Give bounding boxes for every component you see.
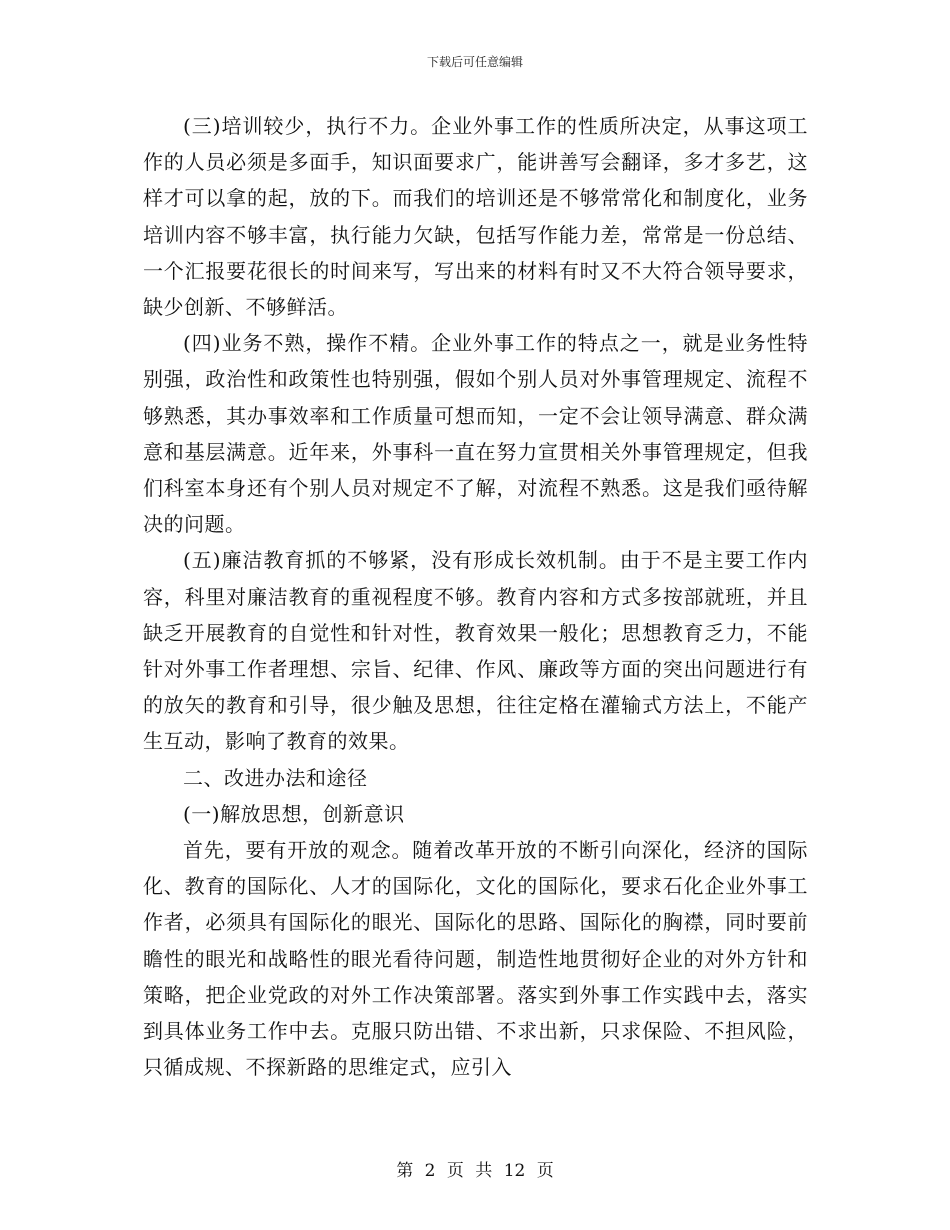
page-footer: 第 2 页 共 12 页: [396, 1161, 554, 1181]
document-body: [143, 108, 808, 1085]
paragraph-integrity-education: (五)廉洁教育抓的不够紧，没有形成长效机制。由于不是主要工作内容，科里对廉洁教育的重视程度不够。教育内容和方式多按部就班，并且缺乏开展教育的自觉性和针对性，教育效果一般化；思想教育乏力，不能针对外事工作者理想、宗旨、纪律、作风、廉政等方面的突出问题进行有的放矢的教育和引导，很少触及思想，往往定格在灌输式方法上，不能产生互动，影响了教育的效果。: [143, 548, 808, 754]
page-header: 下载后可任意编辑: [426, 55, 523, 69]
section-heading-improvement: 二、改进办法和途径: [183, 765, 368, 790]
paragraph-open-mindset: 首先，要有开放的观念。随着改革开放的不断引向深化，经济的国际化、教育的国际化、人才的国际化，文化的国际化，要求石化企业外事工作者，必须具有国际化的眼光、国际化的思路、国际化的胸襟，同时要前瞻性的眼光和战略性的眼光看待问题，制造性地贯彻好企业的对外方针和策略，把企业党政的对外工作决策部署。落实到外事工作实践中去，落实到具体业务工作中去。克服只防出错、不求出新，只求保险、不担风险，只循成规、不探新路的思维定式，应引入: [143, 838, 808, 1080]
paragraph-business: (四)业务不熟，操作不精。企业外事工作的特点之一，就是业务性特别强，政治性和政策性也特别强，假如个别人员对外事管理规定、流程不够熟悉，其办事效率和工作质量可想而知，一定不会让领导满意、群众满意和基层满意。近年来，外事科一直在努力宣贯相关外事管理规定，但我们科室本身还有个别人员对规定不了解，对流程不熟悉。这是我们亟待解决的问题。: [143, 331, 808, 537]
paragraph-training: (三)培训较少，执行不力。企业外事工作的性质所决定，从事这项工作的人员必须是多面手，知识面要求广，能讲善写会翻译，多才多艺，这样才可以拿的起，放的下。而我们的培训还是不够常常化和制度化，业务培训内容不够丰富，执行能力欠缺，包括写作能力差，常常是一份总结、一个汇报要花很长的时间来写，写出来的材料有时又不大符合领导要求，缺少创新、不够鲜活。: [143, 114, 808, 320]
subsection-heading-liberate-thinking: (一)解放思想，创新意识: [183, 801, 405, 826]
